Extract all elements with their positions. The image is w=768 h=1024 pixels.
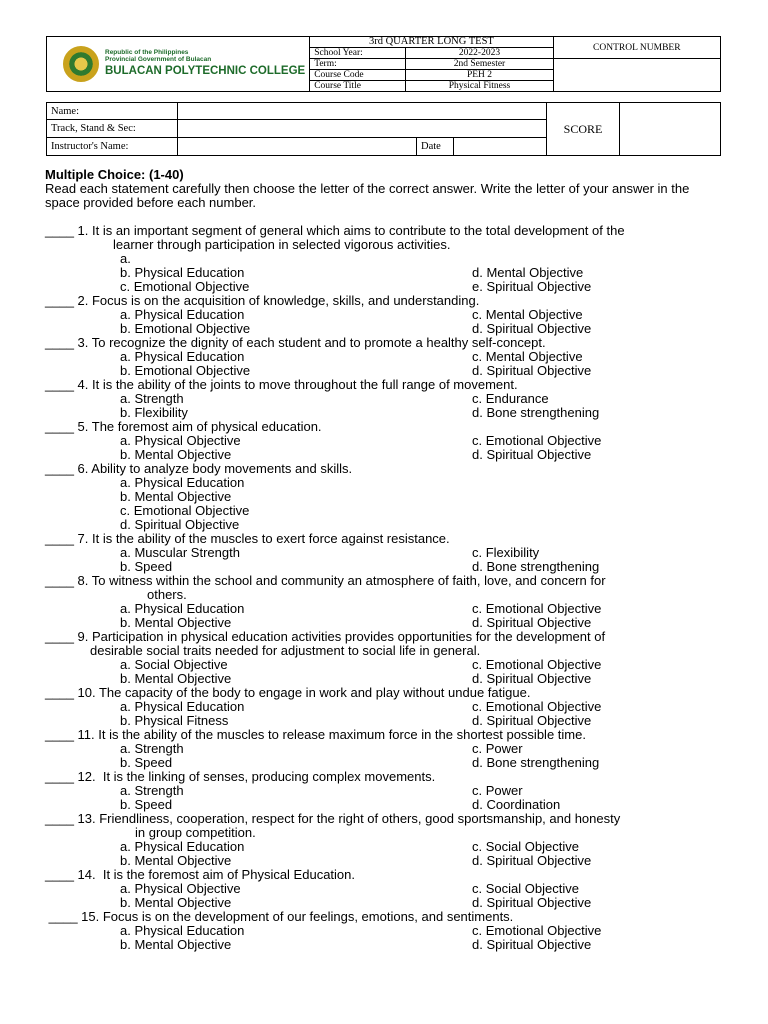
- term-value: 2nd Semester: [406, 59, 553, 70]
- answer-option: c. Power: [472, 783, 523, 798]
- answer-option: c. Emotional Objective: [472, 601, 602, 616]
- instructor-label: Instructor's Name:: [47, 137, 178, 155]
- answer-option: c. Emotional Objective: [472, 657, 602, 672]
- answer-option: b. Emotional Objective: [120, 321, 251, 336]
- question-text: ____ 12. It is the linking of senses, producing complex movements.: [45, 769, 436, 784]
- answer-option: b. Speed: [120, 797, 173, 812]
- answer-option: d. Spiritual Objective: [472, 447, 592, 462]
- answer-option: a. Strength: [120, 391, 184, 406]
- course-title-label: Course Title: [310, 81, 406, 92]
- question-continuation: in group competition.: [135, 825, 256, 840]
- control-number-box[interactable]: [553, 59, 720, 92]
- college-name: BULACAN POLYTECHNIC COLLEGE: [105, 65, 306, 77]
- section-title: Multiple Choice: (1-40): [45, 167, 184, 182]
- track-field[interactable]: [178, 120, 547, 137]
- answer-option: d. Mental Objective: [472, 265, 584, 280]
- term-label: Term:: [310, 59, 406, 70]
- answer-option: a. Physical Objective: [120, 433, 241, 448]
- answer-option: c. Flexibility: [472, 545, 540, 560]
- name-label: Name:: [47, 103, 178, 120]
- question-text: ____ 7. It is the ability of the muscles to exert force against resistance.: [45, 531, 450, 546]
- course-title-value: Physical Fitness: [406, 81, 553, 92]
- answer-option: a. Physical Education: [120, 839, 245, 854]
- instructions: Read each statement carefully then choose the letter of the correct answer. Write the letter of your answer in the space provided before each number.: [45, 181, 690, 210]
- track-label: Track, Stand & Sec:: [47, 120, 178, 137]
- answer-option: d. Spiritual Objective: [472, 937, 592, 952]
- instructor-field[interactable]: [178, 137, 417, 155]
- answer-option: a. Strength: [120, 741, 184, 756]
- question-text: ____ 2. Focus is on the acquisition of knowledge, skills, and understanding.: [45, 293, 480, 308]
- answer-option: b. Mental Objective: [120, 853, 232, 868]
- question-text: ____ 4. It is the ability of the joints to move throughout the full range of movement.: [45, 377, 518, 392]
- answer-option: c. Social Objective: [472, 839, 579, 854]
- answer-option: d. Spiritual Objective: [472, 615, 592, 630]
- answer-option: b. Flexibility: [120, 405, 188, 420]
- question-continuation: desirable social traits needed for adjustment to social life in general.: [90, 643, 481, 658]
- answer-option: c. Social Objective: [472, 881, 579, 896]
- answer-option: d. Spiritual Objective: [472, 713, 592, 728]
- answer-option: b. Mental Objective: [120, 937, 232, 952]
- college-seal-icon: [63, 46, 99, 82]
- score-box[interactable]: [620, 103, 721, 156]
- name-field[interactable]: [178, 103, 547, 120]
- answer-option: b. Emotional Objective: [120, 363, 251, 378]
- question-continuation: others.: [147, 587, 187, 602]
- question-text: ____ 15. Focus is on the development of our feelings, emotions, and sentiments.: [45, 909, 514, 924]
- answer-option: d. Spiritual Objective: [120, 517, 240, 532]
- answer-option: e. Spiritual Objective: [472, 279, 592, 294]
- org-line1: Republic of the Philippines: [105, 49, 189, 56]
- answer-option: c. Mental Objective: [472, 349, 583, 364]
- question-continuation: learner through participation in selected vigorous activities.: [113, 237, 451, 252]
- question-text: ____ 10. The capacity of the body to engage in work and play without undue fatigue.: [45, 685, 531, 700]
- answer-option: d. Bone strengthening: [472, 405, 600, 420]
- question-text: ____ 3. To recognize the dignity of each student and to promote a healthy self-concept.: [45, 335, 546, 350]
- answer-option: c. Emotional Objective: [472, 923, 602, 938]
- question-text: ____ 13. Friendliness, cooperation, respect for the right of others, good sportsmanship, and honesty: [45, 811, 621, 826]
- answer-option: d. Spiritual Objective: [472, 363, 592, 378]
- answer-option: b. Mental Objective: [120, 615, 232, 630]
- answer-option: d. Spiritual Objective: [472, 671, 592, 686]
- date-cell[interactable]: [417, 137, 547, 155]
- answer-option: c. Endurance: [472, 391, 549, 406]
- question-text: ____ 6. Ability to analyze body movements and skills.: [45, 461, 353, 476]
- student-info-table: [46, 102, 721, 156]
- answer-option: a. Physical Education: [120, 699, 245, 714]
- answer-option: c. Emotional Objective: [120, 279, 250, 294]
- control-number: CONTROL NUMBER: [553, 37, 720, 59]
- course-code-label: Course Code: [310, 70, 406, 81]
- answer-option: c. Emotional Objective: [120, 503, 250, 518]
- answer-option: d. Coordination: [472, 797, 561, 812]
- answer-option: b. Physical Fitness: [120, 713, 229, 728]
- answer-option: b. Mental Objective: [120, 489, 232, 504]
- school-year-value: 2022-2023: [406, 48, 553, 59]
- question-text: ____ 8. To witness within the school and community an atmosphere of faith, love, and concern for: [45, 573, 606, 588]
- answer-option: a. Physical Education: [120, 349, 245, 364]
- question-text: ____ 11. It is the ability of the muscles to release maximum force in the shortest possible time.: [45, 727, 586, 742]
- question-text: ____ 5. The foremost aim of physical education.: [45, 419, 322, 434]
- answer-option: a. Physical Education: [120, 601, 245, 616]
- answer-option: b. Physical Education: [120, 265, 245, 280]
- answer-option: d. Bone strengthening: [472, 755, 600, 770]
- answer-option: b. Speed: [120, 755, 173, 770]
- answer-option: c. Emotional Objective: [472, 433, 602, 448]
- date-label: Date: [421, 138, 454, 155]
- question-text: ____ 9. Participation in physical education activities provides opportunities for the development of: [45, 629, 606, 644]
- answer-option: c. Mental Objective: [472, 307, 583, 322]
- answer-option: d. Spiritual Objective: [472, 895, 592, 910]
- question-text: ____ 1. It is an important segment of general which aims to contribute to the total development of the: [45, 223, 625, 238]
- answer-option: c. Power: [472, 741, 523, 756]
- answer-option: b. Mental Objective: [120, 895, 232, 910]
- header-table: [46, 36, 721, 92]
- answer-option: b. Mental Objective: [120, 671, 232, 686]
- school-year-label: School Year:: [310, 48, 406, 59]
- answer-option: a. Strength: [120, 783, 184, 798]
- question-text: ____ 14. It is the foremost aim of Physical Education.: [45, 867, 355, 882]
- course-code-value: PEH 2: [406, 70, 553, 81]
- answer-option: a. Physical Education: [120, 307, 245, 322]
- logo-cell: [47, 37, 310, 92]
- answer-option: a. Muscular Strength: [120, 545, 240, 560]
- answer-option: b. Speed: [120, 559, 173, 574]
- answer-option: a.: [120, 251, 131, 266]
- answer-option: d. Bone strengthening: [472, 559, 600, 574]
- test-title: 3rd QUARTER LONG TEST: [310, 37, 553, 48]
- score-label: SCORE: [547, 103, 620, 156]
- answer-option: d. Spiritual Objective: [472, 853, 592, 868]
- answer-option: d. Spiritual Objective: [472, 321, 592, 336]
- answer-option: c. Emotional Objective: [472, 699, 602, 714]
- answer-option: a. Physical Education: [120, 475, 245, 490]
- org-line2: Provincial Government of Bulacan: [105, 56, 212, 63]
- answer-option: a. Physical Objective: [120, 881, 241, 896]
- answer-option: a. Social Objective: [120, 657, 228, 672]
- answer-option: b. Mental Objective: [120, 447, 232, 462]
- answer-option: a. Physical Education: [120, 923, 245, 938]
